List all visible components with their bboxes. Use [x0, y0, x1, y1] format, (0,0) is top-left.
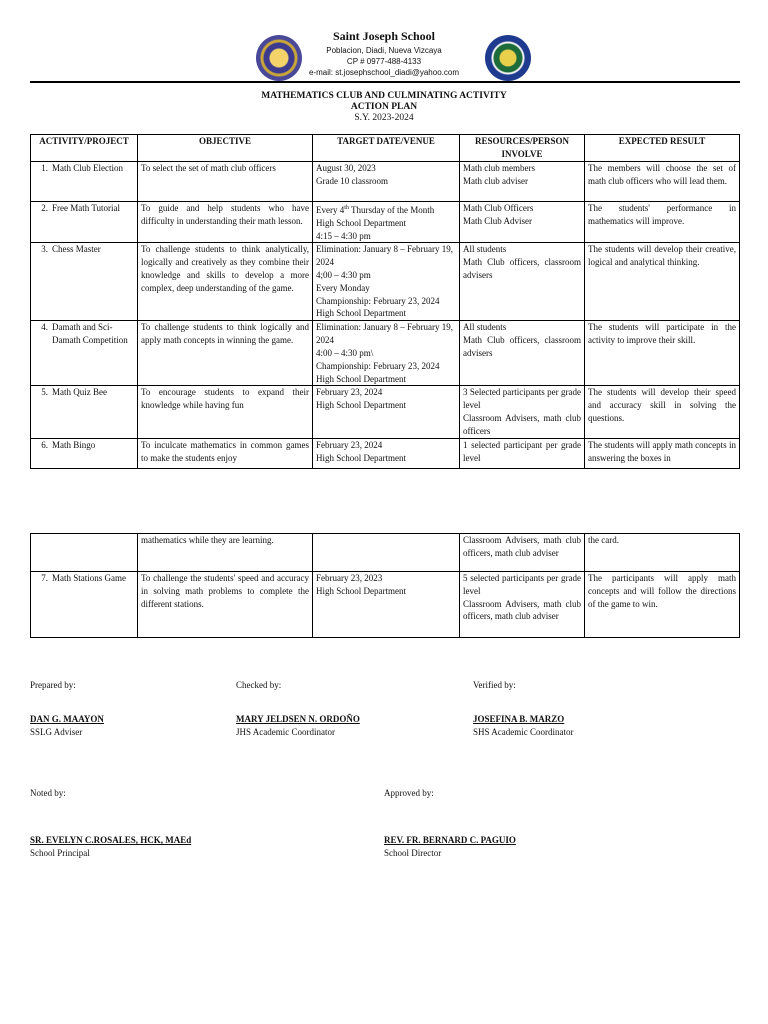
- target-line: High School Department: [316, 217, 406, 228]
- prepared-by-role: SSLG Adviser: [30, 727, 83, 737]
- target-line: High School Department: [316, 453, 406, 464]
- header-activity: ACTIVITY/PROJECT: [31, 135, 138, 162]
- objective-cell: To inculcate mathematics in common games to make the students enjoy: [138, 439, 313, 469]
- result-cell: The students' performance in mathematics will improve.: [585, 202, 740, 243]
- table-row: [31, 386, 740, 439]
- action-plan-table: [30, 134, 740, 469]
- result-cell: The participants will apply math concepts and will follow the directions of the game to win.: [585, 572, 740, 638]
- header-divider: [30, 81, 740, 83]
- approved-by-label: Approved by:: [384, 788, 434, 798]
- target-line: 4:00 – 4:30 pm\: [316, 347, 374, 358]
- header-resources: RESOURCES/PERSON INVOLVE: [460, 135, 585, 162]
- school-address: Poblacion, Diadi, Nueva Vizcaya: [326, 46, 442, 55]
- result-cell: The students will develop their creative, logical and analytical thinking.: [585, 243, 740, 321]
- action-plan-table-continued: [30, 533, 740, 638]
- row-number: 7.: [41, 573, 48, 583]
- target-line: 4;00 – 4:30 pm: [316, 269, 371, 280]
- activity-name: Free Math Tutorial: [52, 203, 121, 213]
- verified-by-label: Verified by:: [473, 680, 516, 690]
- result-cell: The students will apply math concepts in answering the boxes in: [585, 439, 740, 469]
- activity-name: Math Quiz Bee: [52, 387, 107, 398]
- verified-by-role: SHS Academic Coordinator: [473, 727, 574, 737]
- activity-name: Math Bingo: [52, 440, 96, 451]
- target-line: Championship: February 23, 2024: [316, 360, 440, 371]
- objective-cell: To encourage students to expand their knowledge while having fun: [138, 386, 313, 439]
- noted-by-label: Noted by:: [30, 788, 66, 798]
- document-subtitle: ACTION PLAN: [350, 102, 418, 112]
- target-line: High School Department: [316, 585, 406, 596]
- school-name: Saint Joseph School: [332, 29, 436, 43]
- resource-line: 1 selected participant per grade level: [463, 440, 581, 464]
- result-cell: The students will participate in the activity to improve their skill.: [585, 321, 740, 386]
- school-year: S.Y. 2023-2024: [354, 113, 414, 123]
- document-title: MATHEMATICS CLUB AND CULMINATING ACTIVITY: [261, 91, 507, 101]
- target-line: August 30, 2023: [316, 163, 376, 173]
- target-line: Elimination: January 8 – February 19, 2024: [316, 322, 453, 346]
- row-number: 6.: [41, 440, 48, 451]
- target-line: February 23, 2023: [316, 573, 383, 583]
- objective-cell: To challenge students to think analytically, logically and creatively as they combine their knowledge and skills to develop a more complex, deep understanding of the game.: [138, 243, 313, 321]
- objective-cell: To challenge students to think logically and apply math concepts in winning the game.: [138, 321, 313, 386]
- objective-cell: mathematics while they are learning.: [138, 534, 313, 572]
- approved-by-role: School Director: [384, 848, 442, 858]
- objective-cell: To challenge the students' speed and accuracy in solving math problems to complete the different stations.: [138, 572, 313, 638]
- result-cell: the card.: [585, 534, 740, 572]
- target-line: February 23, 2024: [316, 387, 383, 398]
- table-row: [31, 202, 740, 243]
- resource-line: Math club adviser: [463, 175, 528, 186]
- header-result: EXPECTED RESULT: [585, 135, 740, 162]
- noted-by-role: School Principal: [30, 848, 90, 858]
- resource-line: All students: [463, 322, 507, 333]
- header-target: TARGET DATE/VENUE: [313, 135, 460, 162]
- checked-by-name: MARY JELDSEN N. ORDOÑO: [236, 714, 360, 724]
- target-line: 4:15 – 4:30 pm: [316, 230, 371, 241]
- prepared-by-label: Prepared by:: [30, 680, 76, 690]
- resource-line: Classroom Advisers, math club officers, math club adviser: [463, 535, 581, 558]
- resource-line: 3 Selected participants per grade level: [463, 387, 581, 411]
- row-number: 5.: [41, 387, 48, 398]
- approved-by-name: REV. FR. BERNARD C. PAGUIO: [384, 835, 516, 845]
- target-line: Every Monday: [316, 282, 370, 293]
- prepared-by-name: DAN G. MAAYON: [30, 714, 104, 724]
- target-line: Elimination: January 8 – February 19, 2024: [316, 244, 453, 268]
- table-header-row: [31, 135, 740, 162]
- checked-by-role: JHS Academic Coordinator: [236, 727, 335, 737]
- activity-name: Math Stations Game: [52, 573, 126, 583]
- resource-line: Math Club Adviser: [463, 215, 532, 226]
- target-line: Championship: February 23, 2024: [316, 295, 440, 306]
- target-line: High School Department: [316, 373, 406, 384]
- resource-line: Math Club officers, classroom advisers: [463, 257, 581, 280]
- target-line: High School Department: [316, 400, 406, 411]
- row-number: 1.: [41, 163, 48, 173]
- resource-line: 5 selected participants per grade level: [463, 573, 581, 596]
- target-line: Grade 10 classroom: [316, 175, 388, 186]
- table-row: [31, 162, 740, 202]
- table-row: [31, 321, 740, 386]
- table-row: [31, 572, 740, 638]
- header-objective: OBJECTIVE: [138, 135, 313, 162]
- objective-cell: To select the set of math club officers: [138, 162, 313, 202]
- resource-line: Math Club Officers: [463, 203, 534, 213]
- table-row: [31, 534, 740, 572]
- table-row: [31, 439, 740, 469]
- activity-name: Damath and Sci-Damath Competition: [52, 322, 128, 346]
- target-line: High School Department: [316, 308, 406, 319]
- activity-name: Math Club Election: [52, 163, 123, 173]
- school-email: e-mail: st.josephschool_diadi@yahoo.com: [309, 68, 459, 77]
- resource-line: Math club members: [463, 163, 535, 173]
- target-line: Every 4th Thursday of the Month: [316, 205, 435, 215]
- activity-name: Chess Master: [52, 244, 101, 255]
- verified-by-name: JOSEFINA B. MARZO: [473, 714, 565, 724]
- school-phone: CP # 0977-488-4133: [346, 57, 422, 66]
- result-cell: The students will develop their speed and accuracy skill in solving the questions.: [585, 386, 740, 439]
- resource-line: Classroom Advisers, math club officers, math club adviser: [463, 598, 581, 622]
- noted-by-name: SR. EVELYN C.ROSALES, HCK, MAEd: [30, 835, 192, 845]
- resource-line: Classroom Advisers, math club officers: [463, 412, 581, 436]
- row-number: 3.: [41, 244, 48, 255]
- table-row: [31, 243, 740, 321]
- resource-line: All students: [463, 244, 507, 255]
- target-line: February 23, 2024: [316, 440, 383, 451]
- resource-line: Math Club officers, classroom advisers: [463, 335, 581, 358]
- result-cell: The members will choose the set of math club officers who will lead them.: [585, 162, 740, 202]
- checked-by-label: Checked by:: [236, 680, 282, 690]
- row-number: 2.: [41, 203, 48, 213]
- row-number: 4.: [41, 322, 48, 333]
- objective-cell: To guide and help students who have difficulty in understanding their math lesson.: [138, 202, 313, 243]
